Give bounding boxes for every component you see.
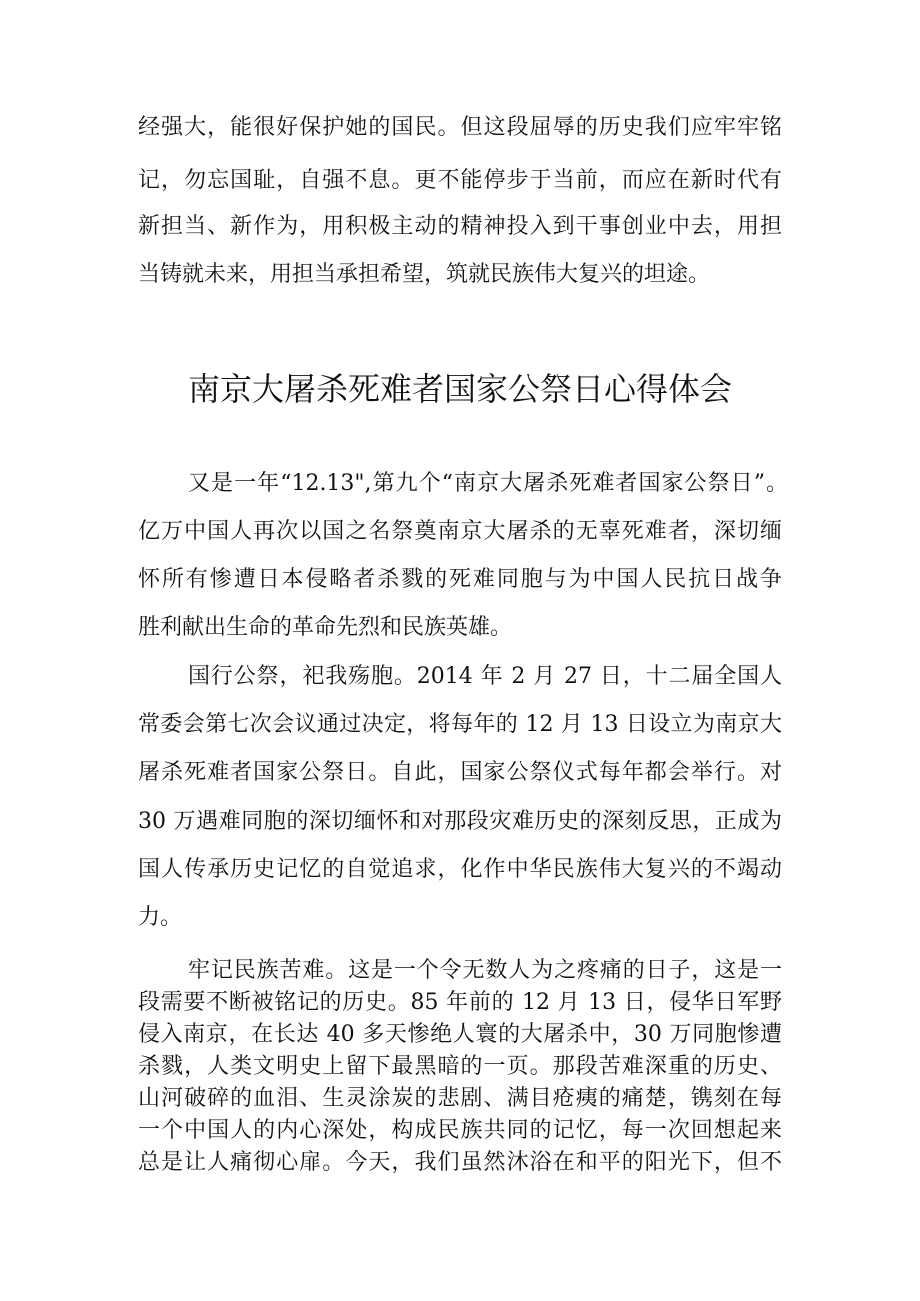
text-line: 段需要不断被铭记的历史。85 年前的 12 月 13 日，侵华日军野 — [138, 990, 782, 1015]
text-line: 屠杀死难者国家公祭日。自此，国家公祭仪式每年都会举行。对 — [138, 760, 782, 785]
text-line: 力。 — [138, 905, 183, 930]
text-line: 山河破碎的血泪、生灵涂炭的悲剧、满目疮痍的痛楚，镌刻在每 — [138, 1086, 782, 1111]
text-line: 一个中国人的内心深处，构成民族共同的记忆，每一次回想起来 — [138, 1118, 782, 1143]
text-line: 30 万遇难同胞的深切缅怀和对那段灾难历史的深刻反思，正成为 — [138, 809, 782, 834]
text-line: 亿万中国人再次以国之名祭奠南京大屠杀的无辜死难者，深切缅 — [138, 519, 782, 544]
text-line: 杀戮，人类文明史上留下最黑暗的一页。那段苦难深重的历史、 — [138, 1054, 782, 1079]
text-line: 总是让人痛彻心扉。今天，我们虽然沐浴在和平的阳光下，但不 — [138, 1150, 782, 1175]
text-line: 经强大，能很好保护她的国民。但这段屈辱的历史我们应牢牢铭 — [138, 115, 782, 140]
text-line: 牢记民族苦难。这是一个令无数人为之疼痛的日子，这是一 — [188, 958, 782, 983]
text-line: 国人传承历史记忆的自觉追求，化作中华民族伟大复兴的不竭动 — [138, 857, 782, 882]
page-title: 南京大屠杀死难者国家公祭日心得体会 — [187, 370, 732, 408]
text-line: 当铸就未来，用担当承担希望，筑就民族伟大复兴的坦途。 — [138, 262, 711, 287]
text-line: 新担当、新作为，用积极主动的精神投入到干事创业中去，用担 — [138, 214, 782, 239]
text-line: 国行公祭，祀我殇胞。2014 年 2 月 27 日，十二届全国人 — [188, 664, 782, 689]
text-line: 侵入南京，在长达 40 多天惨绝人寰的大屠杀中，30 万同胞惨遭 — [138, 1022, 782, 1047]
text-line: 胜利献出生命的革命先烈和民族英雄。 — [138, 615, 513, 640]
text-line: 记，勿忘国耻，自强不息。更不能停步于当前，而应在新时代有 — [138, 168, 782, 193]
text-line: 又是一年“12.13",第九个“南京大屠杀死难者国家公祭日”。 — [188, 471, 788, 496]
text-line: 怀所有惨遭日本侵略者杀戮的死难同胞与为中国人民抗日战争 — [138, 567, 782, 592]
text-line: 常委会第七次会议通过决定，将每年的 12 月 13 日设立为南京大 — [138, 712, 782, 737]
